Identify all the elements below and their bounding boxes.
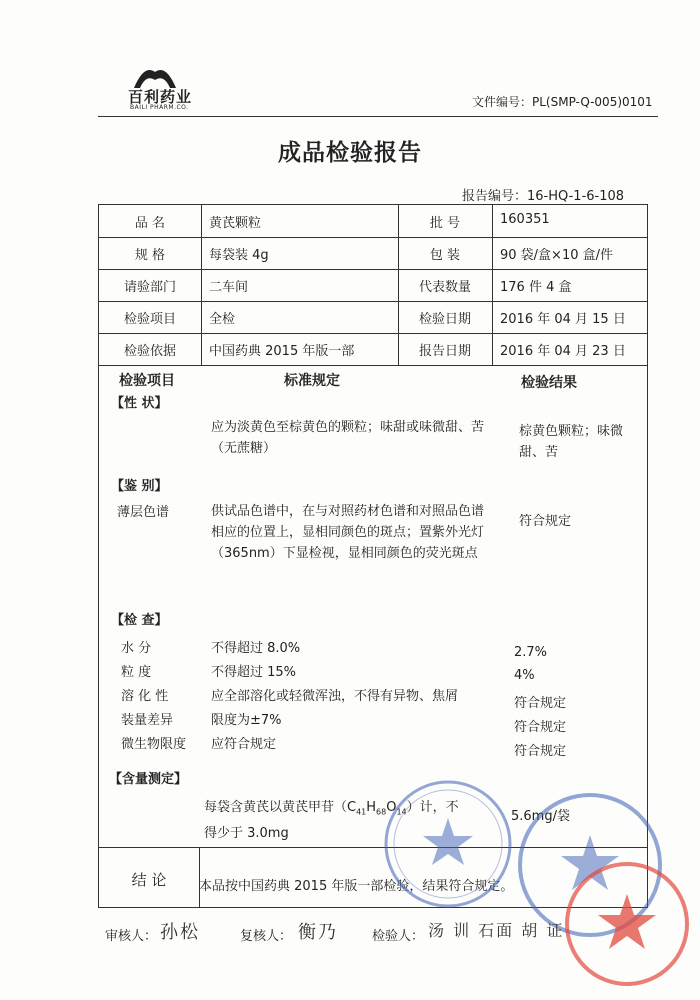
properties-standard: 应为淡黄色至棕黄色的颗粒；味甜或味微甜、苦（无蔗糖） <box>211 420 485 456</box>
report-title: 成品检验报告 <box>278 140 422 166</box>
logo-mark-icon <box>132 62 178 88</box>
test-item-value: 全检 <box>209 312 236 327</box>
inspection-result: 2.7% <box>514 645 548 660</box>
batch-label: 批 号 <box>429 216 461 231</box>
inspection-result: 符合规定 <box>514 744 567 759</box>
formula-o: O <box>386 800 397 815</box>
row-divider <box>99 365 647 366</box>
test-item-label: 检验项目 <box>123 312 176 327</box>
inspection-item: 装量差异 <box>121 713 174 728</box>
inspection-standard: 不得超过 8.0% <box>211 641 301 656</box>
inspection-item: 溶 化 性 <box>121 689 169 704</box>
inspection-standard: 应符合规定 <box>211 737 277 752</box>
column-header-result: 检验结果 <box>521 375 577 391</box>
properties-result: 棕黄色颗粒；味微甜、苦 <box>519 424 624 460</box>
logo-english-name: BAILI PHARM.CO. <box>130 104 189 111</box>
conclusion-label: 结 论 <box>131 871 167 889</box>
column-header-standard: 标准规定 <box>284 373 340 389</box>
tlc-standard: 供试品色谱中，在与对照药材色谱和对照品色谱相应的位置上，显相同颜色的斑点；置紫外光灯（365nm）下显检视，显相同颜色的荧光斑点 <box>211 504 485 561</box>
product-name: 黄芪颗粒 <box>209 216 262 231</box>
formula-h-count: 68 <box>376 807 387 817</box>
inspection-item: 水 分 <box>121 641 152 656</box>
assay-result: 5.6mg/袋 <box>511 809 570 824</box>
quantity-label: 代表数量 <box>418 280 471 295</box>
inspector-signature: 汤 训 石面 胡 证 <box>428 921 565 940</box>
red-seal-icon <box>563 860 691 988</box>
inspection-item: 粒 度 <box>121 665 152 680</box>
test-date-label: 检验日期 <box>418 312 471 327</box>
rechecker-signature: 衡乃 <box>298 922 338 943</box>
row-divider <box>99 237 647 238</box>
tlc-result: 符合规定 <box>519 514 572 529</box>
inspection-result: 符合规定 <box>514 720 567 735</box>
file-number: 文件编号：PL(SMP-Q-005)0101 <box>472 95 653 109</box>
inspection-result: 4% <box>514 668 535 683</box>
dept-value: 二车间 <box>209 280 249 295</box>
column-header-item: 检验项目 <box>119 373 175 389</box>
inspection-result: 符合规定 <box>514 696 567 711</box>
pack-value: 90 袋/盒×10 盒/件 <box>500 248 614 263</box>
tlc-item: 薄层色谱 <box>117 505 170 520</box>
reviewer-signature: 孙松 <box>160 922 200 943</box>
col-divider <box>201 205 202 365</box>
assay-standard-suffix: ）计，不得少于 3.0mg <box>204 800 459 841</box>
row-divider <box>99 269 647 270</box>
conclusion-text: 本品按中国药典 2015 年版一部检验，结果符合规定。 <box>199 879 514 894</box>
report-number: 报告编号：16-HQ-1-6-108 <box>462 189 625 204</box>
batch-number: 160351 <box>500 212 550 227</box>
section-heading-assay: 【含量测定】 <box>109 772 188 787</box>
rechecker-label: 复核人： <box>240 929 293 944</box>
row-divider <box>99 333 647 334</box>
col-divider <box>492 205 493 365</box>
inspection-standard: 限度为±7% <box>211 713 282 728</box>
spec-value: 每袋装 4g <box>209 248 269 263</box>
basis-value: 中国药典 2015 年版一部 <box>209 344 355 359</box>
quality-seal-icon <box>382 778 514 910</box>
section-heading-inspection: 【检 查】 <box>111 613 168 628</box>
inspection-standard: 不得超过 15% <box>211 665 297 680</box>
formula-c-count: 41 <box>356 807 367 817</box>
basis-label: 检验依据 <box>123 344 176 359</box>
formula-h: H <box>366 800 377 815</box>
section-heading-properties: 【性 状】 <box>111 396 168 411</box>
reviewer-label: 审核人： <box>105 929 158 944</box>
assay-standard-prefix: 每袋含黄芪以黄芪甲苷（C <box>204 800 357 815</box>
logo-chinese-name: 百利药业 <box>128 88 193 106</box>
inspection-standard: 应全部溶化或轻微浑浊，不得有异物、焦屑 <box>211 689 459 704</box>
inspection-item: 微生物限度 <box>121 737 187 752</box>
name-label: 品 名 <box>134 216 166 231</box>
pack-label: 包 装 <box>429 248 461 263</box>
spec-label: 规 格 <box>134 248 166 263</box>
header-rule <box>98 116 658 117</box>
test-date-value: 2016 年 04 月 15 日 <box>500 312 626 327</box>
inspector-label: 检验人： <box>372 929 425 944</box>
section-heading-identification: 【鉴 别】 <box>111 479 168 494</box>
company-logo <box>128 62 193 112</box>
formula-o-count: 14 <box>396 807 407 817</box>
row-divider <box>99 301 647 302</box>
quantity-value: 176 件 4 盒 <box>500 280 572 295</box>
report-date-label: 报告日期 <box>418 344 471 359</box>
dept-label: 请验部门 <box>123 280 176 295</box>
report-date-value: 2016 年 04 月 23 日 <box>500 344 626 359</box>
